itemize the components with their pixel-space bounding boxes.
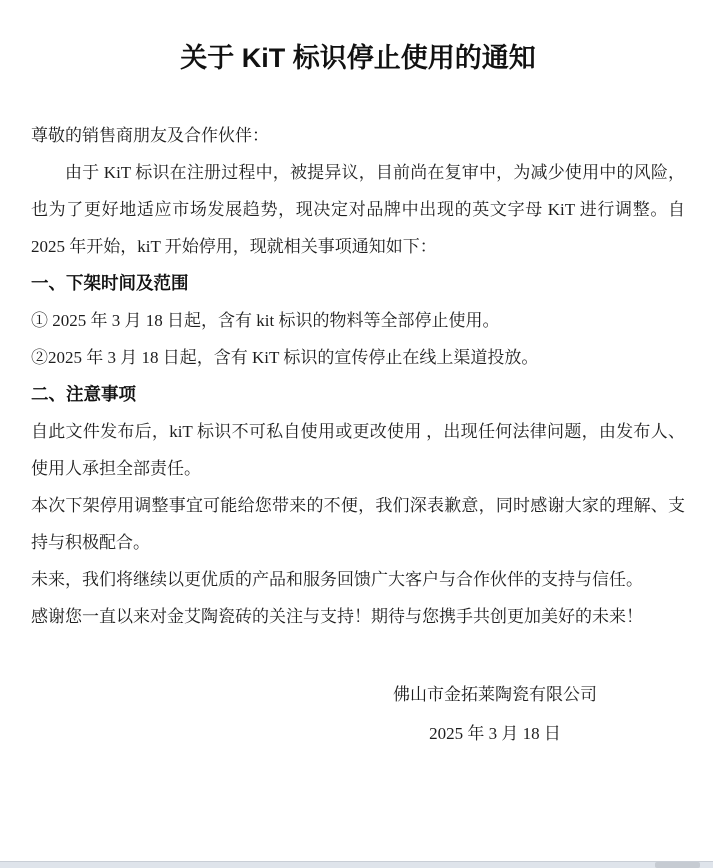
section2-paragraph-3: 未来，我们将继续以更优质的产品和服务回馈广大客户与合作伙伴的支持与信任。	[31, 570, 643, 589]
bottom-bar	[0, 861, 713, 868]
section1-item-2: ②2025 年 3 月 18 日起，含有 KiT 标识的宣传停止在线上渠道投放。	[31, 348, 539, 367]
section1-heading: 一、下架时间及范围	[31, 273, 189, 293]
signature-company: 佛山市金拓莱陶瓷有限公司	[393, 685, 597, 704]
section2-paragraph-2: 本次下架停用调整事宜可能给您带来的不便，我们深表歉意，同时感谢大家的理解、支持与积极配合。	[31, 496, 685, 552]
page-title: 关于 KiT 标识停止使用的通知	[180, 43, 536, 73]
signature-date: 2025 年 3 月 18 日	[429, 724, 561, 743]
scrollbar-corner	[655, 862, 700, 868]
section2-paragraph-4: 感谢您一直以来对金艾陶瓷砖的关注与支持！期待与您携手共创更加美好的未来！	[31, 607, 643, 626]
section1-item-1: ① 2025 年 3 月 18 日起，含有 kit 标识的物料等全部停止使用。	[31, 311, 500, 330]
section2-heading: 二、注意事项	[31, 384, 136, 404]
salutation: 尊敬的销售商朋友及合作伙伴：	[31, 126, 269, 145]
signature-block	[393, 676, 597, 754]
section2-paragraph-1: 自此文件发布后，kiT 标识不可私自使用或更改使用 ，出现任何法律问题，由发布人、使用人承担全部责任。	[31, 422, 685, 478]
intro-paragraph: 由于 KiT 标识在注册过程中，被提异议，目前尚在复审中，为减少使用中的风险，也为了更好地适应市场发展趋势，现决定对品牌中出现的英文字母 KiT 进行调整。自 2025 年开始，kiT 开始停用，现就相关事项通知如下：	[31, 163, 685, 256]
